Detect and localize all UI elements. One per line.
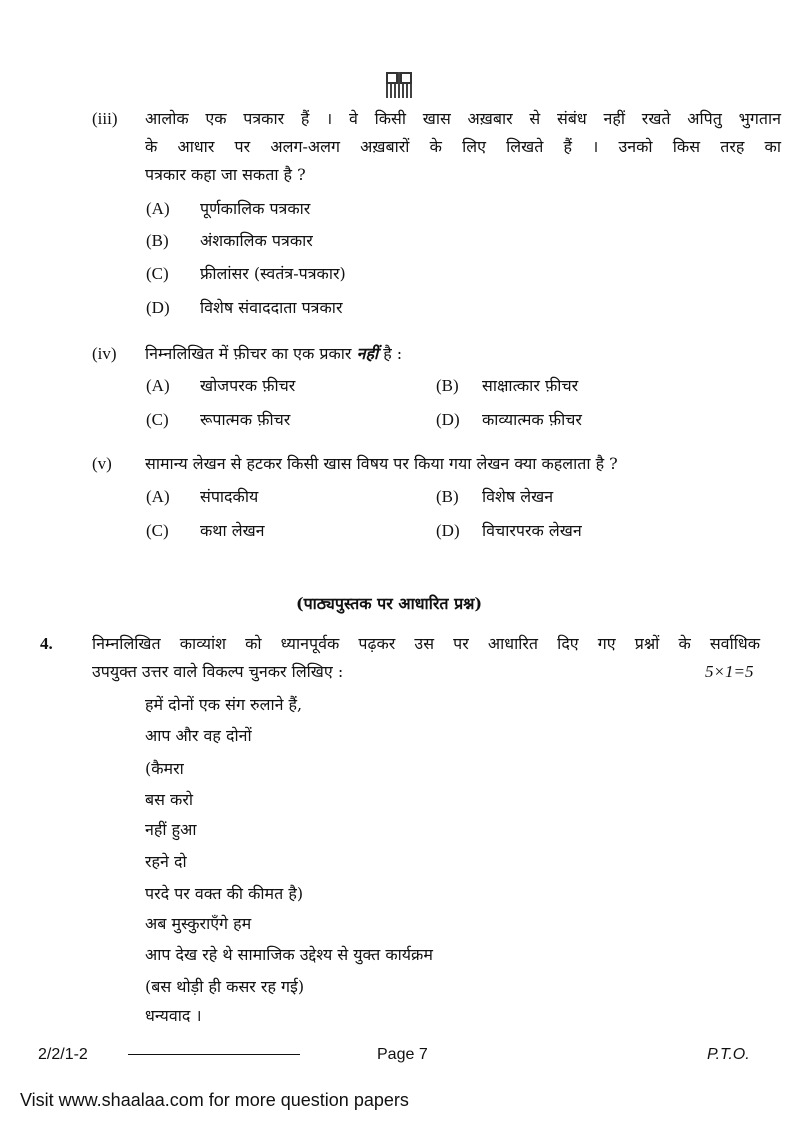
option-label: (A) [146, 199, 170, 218]
option-label: (B) [146, 231, 169, 250]
question-number: (iii) [92, 109, 118, 128]
option-text: पूर्णकालिक पत्रकार [200, 199, 311, 218]
question-text: पत्रकार कहा जा सकता है ? [145, 165, 306, 184]
option-label: (C) [146, 521, 169, 540]
option-text: काव्यात्मक फ़ीचर [482, 410, 582, 429]
question-text-end: है : [383, 344, 403, 363]
question-number: (iv) [92, 344, 117, 363]
option-text: विचारपरक लेखन [482, 521, 582, 540]
option-label: (A) [146, 376, 170, 395]
question-text: सामान्य लेखन से हटकर किसी खास विषय पर किया गया लेखन क्या कहलाता है ? [145, 454, 618, 473]
question-text: के आधार पर अलग-अलग अख़बारों के लिए लिखते हैं । उनको किस तरह का [145, 137, 781, 156]
poem-line: आप देख रहे थे सामाजिक उद्देश्य से युक्त कार्यक्रम [145, 945, 433, 964]
poem-line: बस करो [145, 790, 194, 809]
poem-line: धन्यवाद । [145, 1006, 202, 1025]
poem-line: नहीं हुआ [145, 820, 197, 839]
option-label: (A) [146, 487, 170, 506]
option-text: अंशकालिक पत्रकार [200, 231, 313, 250]
section-heading: (पाठ्यपुस्तक पर आधारित प्रश्न) [296, 594, 483, 613]
footer-rule [128, 1054, 300, 1055]
poem-line: परदे पर वक्त की कीमत है) [145, 884, 304, 903]
option-text: साक्षात्कार फ़ीचर [482, 376, 579, 395]
paper-code: 2/2/1-2 [38, 1046, 88, 1063]
emphasis-text: नहीं [356, 344, 379, 363]
option-label: (B) [436, 487, 459, 506]
option-text: संपादकीय [200, 487, 259, 506]
visit-link[interactable]: Visit www.shaalaa.com for more question papers [20, 1090, 409, 1110]
poem-line: अब मुस्कुराएँगे हम [145, 914, 252, 933]
poem-line: आप और वह दोनों [145, 726, 252, 745]
question-number: 4. [40, 634, 53, 653]
option-text: फ्रीलांसर (स्वतंत्र-पत्रकार) [200, 264, 346, 283]
poem-line: हमें दोनों एक संग रुलाने हैं, [145, 695, 303, 714]
poem-line: रहने दो [145, 852, 187, 871]
poem-line: (बस थोड़ी ही कसर रह गई) [145, 977, 305, 996]
option-label: (D) [146, 298, 170, 317]
option-label: (C) [146, 410, 169, 429]
question-number: (v) [92, 454, 112, 473]
question-text: उपयुक्त उत्तर वाले विकल्प चुनकर लिखिए : [92, 662, 344, 681]
option-label: (C) [146, 264, 169, 283]
option-label: (B) [436, 376, 459, 395]
option-text: विशेष लेखन [482, 487, 554, 506]
question-text [145, 343, 402, 365]
option-text: खोजपरक फ़ीचर [200, 376, 296, 395]
qr-code-icon [386, 72, 412, 98]
question-text: आलोक एक पत्रकार हैं । वे किसी खास अख़बार से संबंध नहीं रखते अपितु भुगतान [145, 109, 781, 128]
marks: 5×1=5 [705, 662, 754, 681]
option-label: (D) [436, 521, 460, 540]
option-text: विशेष संवाददाता पत्रकार [200, 298, 343, 317]
pto-label: P.T.O. [707, 1046, 750, 1063]
option-label: (D) [436, 410, 460, 429]
option-text: रूपात्मक फ़ीचर [200, 410, 291, 429]
option-text: कथा लेखन [200, 521, 265, 540]
question-text-start: निम्नलिखित में फ़ीचर का एक प्रकार [145, 344, 352, 363]
question-text: निम्नलिखित काव्यांश को ध्यानपूर्वक पढ़कर उस पर आधारित दिए गए प्रश्नों के सर्वाधिक [92, 634, 760, 653]
poem-line: (कैमरा [145, 759, 184, 778]
page-number: Page 7 [377, 1046, 428, 1063]
